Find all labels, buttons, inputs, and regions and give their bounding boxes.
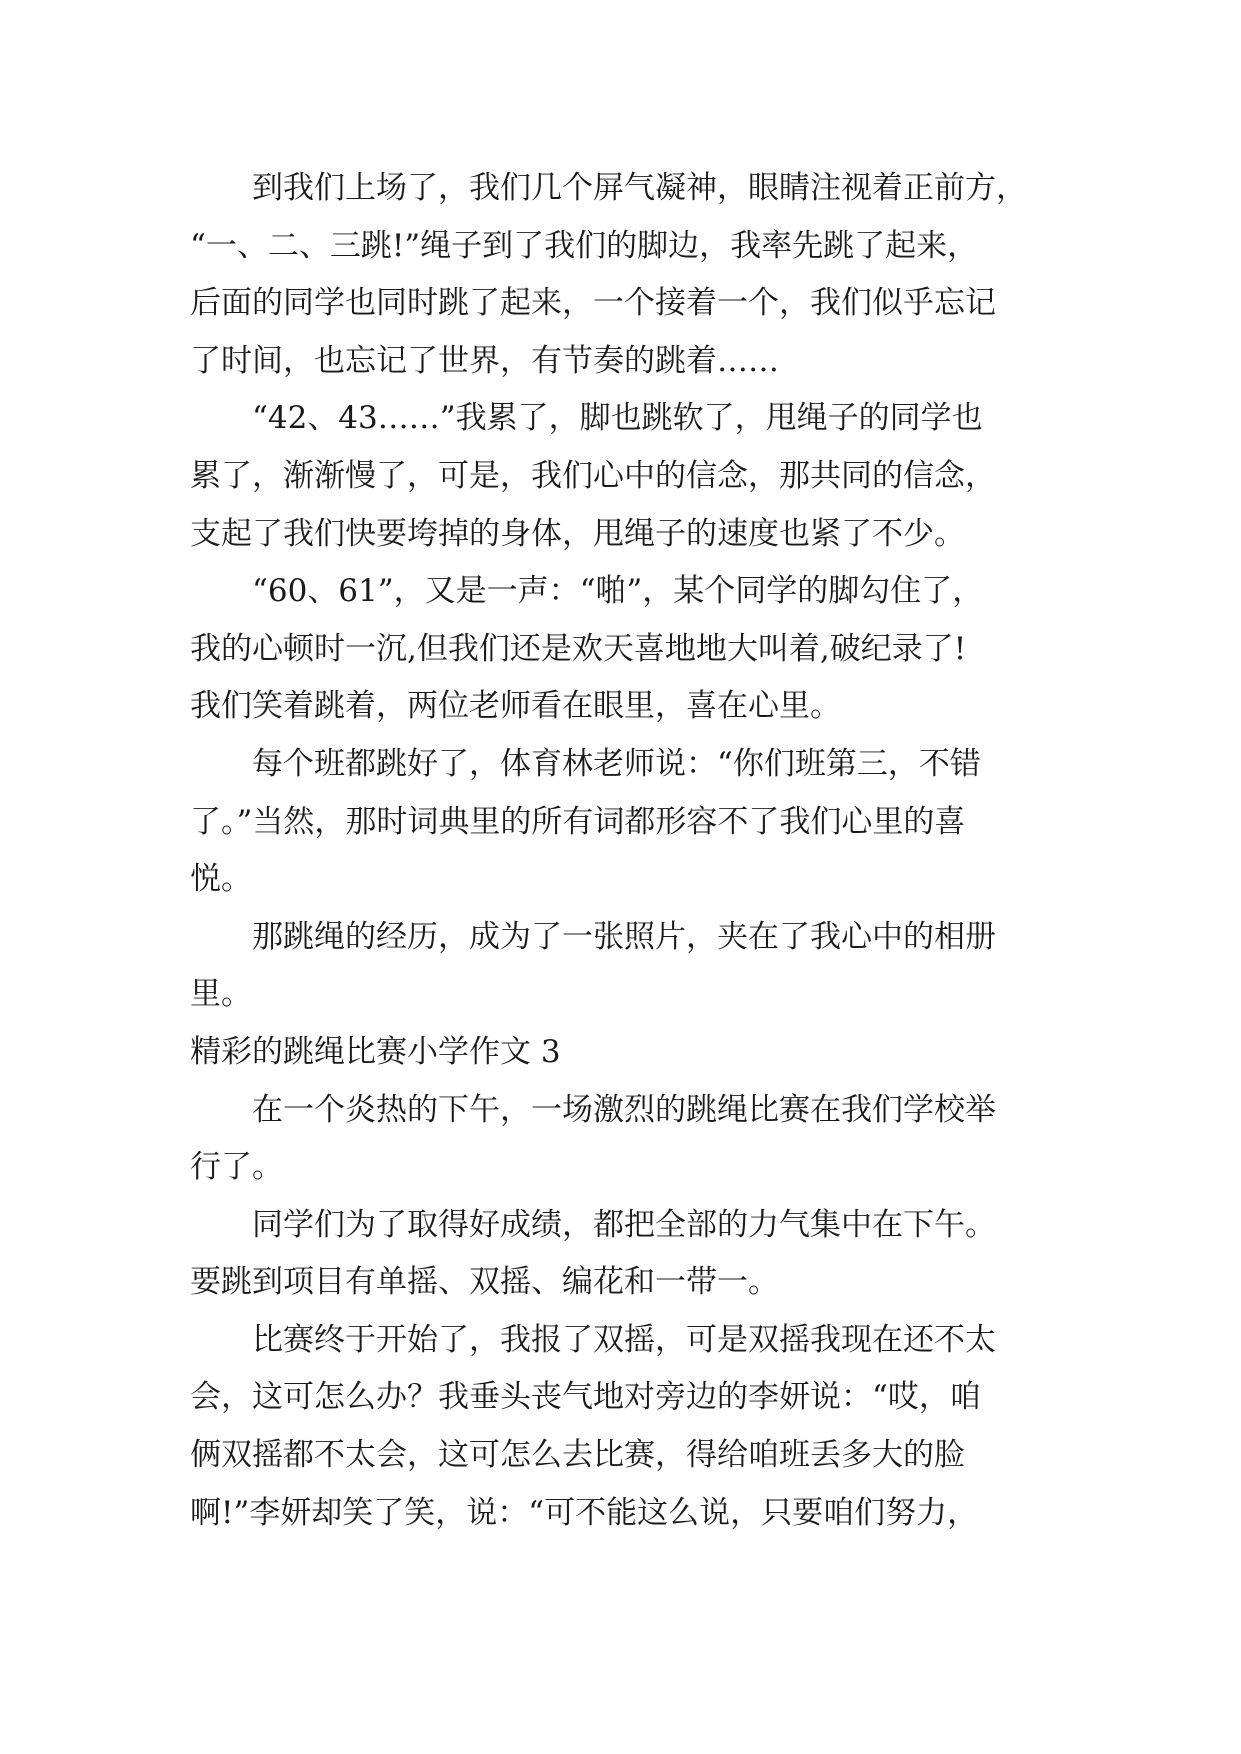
text-line: 悦。: [190, 861, 252, 898]
paragraph: [190, 390, 1070, 563]
text-line: 我的心顿时一沉,但我们还是欢天喜地地大叫着,破纪录了!: [190, 630, 967, 667]
text-line: 累了，渐渐慢了，可是，我们心中的信念，那共同的信念，: [190, 457, 996, 494]
text-line: 那跳绳的经历，成为了一张照片，夹在了我心中的相册: [252, 918, 996, 955]
text-line: 支起了我们快要垮掉的身体，甩绳子的速度也紧了不少。: [190, 515, 965, 552]
text-line: “一、二、三跳!”绳子到了我们的脚边，我率先跳了起来，: [190, 227, 979, 264]
text-line: 同学们为了取得好成绩，都把全部的力气集中在下午。: [252, 1206, 996, 1243]
text-line: 了时间，也忘记了世界，有节奏的跳着……: [190, 342, 779, 379]
text-line: 在一个炎热的下午，一场激烈的跳绳比赛在我们学校举: [252, 1091, 996, 1128]
text-line: 里。: [190, 976, 252, 1013]
text-line: 俩双摇都不太会，这可怎么去比赛，得给咱班丢多大的脸: [190, 1437, 965, 1474]
text-line: 会，这可怎么办？我垂头丧气地对旁边的李妍说：“哎，咱: [190, 1379, 981, 1416]
paragraph: [190, 1197, 1070, 1312]
text-line: 行了。: [190, 1149, 283, 1186]
text-line: “60、61”，又是一声：“啪”，某个同学的脚勾住了，: [252, 573, 984, 610]
text-line: 我们笑着跳着，两位老师看在眼里，喜在心里。: [190, 688, 841, 725]
text-line: 啊!”李妍却笑了笑，说：“可不能这么说，只要咱们努力，: [190, 1494, 979, 1531]
paragraph: [190, 736, 1070, 909]
text-line: “42、43……”我累了，脚也跳软了，甩绳子的同学也: [252, 400, 983, 437]
paragraph: [190, 160, 1070, 390]
heading-line: 精彩的跳绳比赛小学作文 3: [190, 1033, 561, 1070]
paragraph: [190, 1082, 1070, 1197]
essay-text: [190, 160, 1070, 1542]
paragraph: [190, 1312, 1070, 1542]
text-line: 后面的同学也同时跳了起来，一个接着一个，我们似乎忘记: [190, 285, 996, 322]
text-line: 每个班都跳好了，体育林老师说：“你们班第三，不错: [252, 745, 981, 782]
text-line: 到我们上场了，我们几个屏气凝神，眼睛注视着正前方，: [252, 170, 1027, 206]
paragraph: [190, 909, 1070, 1024]
section-heading: [190, 1024, 1070, 1082]
text-line: 了。”当然，那时词典里的所有词都形容不了我们心里的喜: [190, 803, 966, 840]
paragraph: [190, 563, 1070, 736]
text-line: 比赛终于开始了，我报了双摇，可是双摇我现在还不太: [252, 1321, 996, 1358]
text-line: 要跳到项目有单摇、双摇、编花和一带一。: [190, 1264, 779, 1301]
